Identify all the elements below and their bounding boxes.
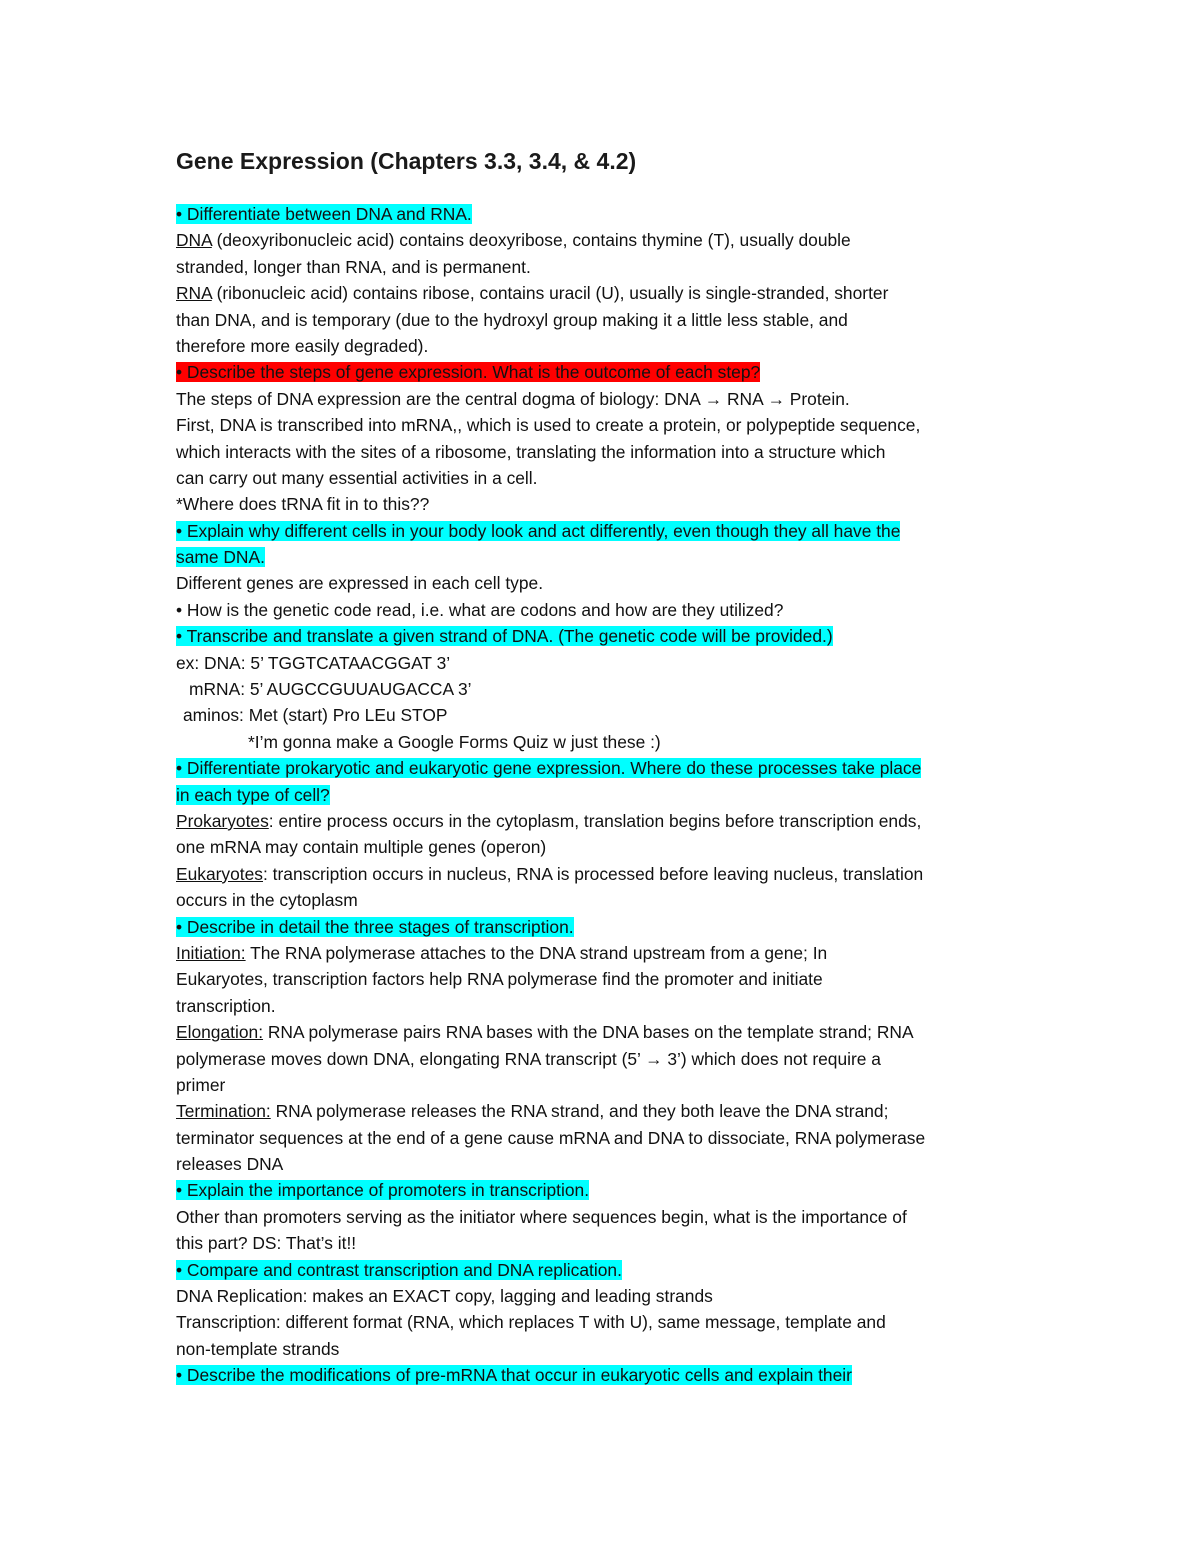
- answer-text: The RNA polymerase attaches to the DNA strand upstream from a gene; In: [245, 942, 828, 963]
- answer-line: Different genes are expressed in each cell type.: [176, 573, 544, 594]
- highlighted-question: in each type of cell?: [176, 784, 330, 805]
- question-transcribe-translate: [176, 623, 1026, 649]
- answer-line: DNA Replication: makes an EXACT copy, lagging and leading strands: [176, 1286, 713, 1307]
- document-body: [176, 146, 1026, 1389]
- answer-line: than DNA, and is temporary (due to the hydroxyl group making it a little less stable, and: [176, 309, 848, 330]
- highlighted-question: • Describe the steps of gene expression. What is the outcome of each step?: [176, 362, 761, 383]
- term-prokaryotes: Prokaryotes: [176, 810, 269, 831]
- highlighted-question: • Describe in detail the three stages of transcription.: [176, 916, 574, 937]
- answer-line: polymerase moves down DNA, elongating RNA transcript (5’ → 3’) which does not require a: [176, 1048, 881, 1069]
- highlighted-question: • Transcribe and translate a given strand of DNA. (The genetic code will be provided.): [176, 626, 833, 647]
- answer-line: therefore more easily degraded).: [176, 335, 429, 356]
- answer-line: Eukaryotes, transcription factors help RNA polymerase find the promoter and initiate: [176, 969, 823, 990]
- highlighted-question: same DNA.: [176, 547, 265, 568]
- answer-line: primer: [176, 1074, 226, 1095]
- term-rna: RNA: [176, 283, 212, 304]
- answer-line: terminator sequences at the end of a gene cause mRNA and DNA to dissociate, RNA polymerase: [176, 1127, 926, 1148]
- answer-text: : entire process occurs in the cytoplasm, translation begins before transcription ends,: [268, 810, 922, 831]
- answer-text: RNA polymerase pairs RNA bases with the DNA bases on the template strand; RNA: [263, 1022, 914, 1043]
- answer-text: (deoxyribonucleic acid) contains deoxyribose, contains thymine (T), usually double: [211, 230, 851, 251]
- answer-text: : transcription occurs in nucleus, RNA is processed before leaving nucleus, translation: [263, 863, 924, 884]
- answer-text: RNA polymerase releases the RNA strand, and they both leave the DNA strand;: [270, 1101, 889, 1122]
- term-dna: DNA: [176, 230, 212, 251]
- question-dna-rna: [176, 201, 1026, 227]
- answer-line: [176, 861, 1026, 887]
- answer-line: [176, 1098, 1026, 1124]
- answer-line: [176, 280, 1026, 306]
- highlighted-question: • Compare and contrast transcription and DNA replication.: [176, 1259, 622, 1280]
- answer-line: transcription.: [176, 995, 276, 1016]
- answer-line: this part? DS: That’s it!!: [176, 1233, 357, 1254]
- question-promoters: [176, 1177, 1026, 1203]
- answer-line: one mRNA may contain multiple genes (operon): [176, 837, 547, 858]
- question-transcription-stages: [176, 914, 1026, 940]
- term-eukaryotes: Eukaryotes: [176, 863, 263, 884]
- answer-line: First, DNA is transcribed into mRNA,, which is used to create a protein, or polypeptide sequence,: [176, 415, 921, 436]
- question-compare-transcription-replication: [176, 1257, 1026, 1283]
- answer-line: can carry out many essential activities in a cell.: [176, 467, 538, 488]
- answer-line: releases DNA: [176, 1154, 284, 1175]
- example-note: *I’m gonna make a Google Forms Quiz w just these :): [248, 731, 661, 752]
- highlighted-question: • Differentiate prokaryotic and eukaryotic gene expression. Where do these processes take place: [176, 758, 922, 779]
- answer-line: The steps of DNA expression are the central dogma of biology: DNA → RNA → Protein.: [176, 388, 850, 409]
- term-termination: Termination:: [176, 1101, 271, 1122]
- answer-line: occurs in the cytoplasm: [176, 890, 358, 911]
- answer-line: Other than promoters serving as the initiator where sequences begin, what is the importance of: [176, 1206, 907, 1227]
- term-initiation: Initiation:: [176, 942, 246, 963]
- example-aminos: aminos: Met (start) Pro LEu STOP: [183, 705, 448, 726]
- question-gene-expression-steps: [176, 359, 1026, 385]
- example-mrna: mRNA: 5’ AUGCCGUUAUGACCA 3’: [189, 679, 472, 700]
- question-prokaryotic-eukaryotic: [176, 755, 1026, 781]
- example-dna: ex: DNA: 5’ TGGTCATAACGGAT 3’: [176, 652, 451, 673]
- answer-line: non-template strands: [176, 1338, 340, 1359]
- question-prokaryotic-eukaryotic-cont: [176, 782, 1026, 808]
- question-pre-mrna-modifications: [176, 1362, 1026, 1388]
- highlighted-question: • Describe the modifications of pre-mRNA that occur in eukaryotic cells and explain their: [176, 1365, 852, 1386]
- answer-line: stranded, longer than RNA, and is permanent.: [176, 256, 531, 277]
- document-title: Gene Expression (Chapters 3.3, 3.4, & 4.2): [176, 148, 637, 174]
- answer-line: *Where does tRNA fit in to this??: [176, 494, 430, 515]
- answer-line: [176, 1019, 1026, 1045]
- question-genetic-code: • How is the genetic code read, i.e. what are codons and how are they utilized?: [176, 599, 784, 620]
- question-different-cells: [176, 518, 1026, 544]
- answer-line: Transcription: different format (RNA, which replaces T with U), same message, template and: [176, 1312, 886, 1333]
- answer-text: (ribonucleic acid) contains ribose, contains uracil (U), usually is single-stranded, shorter: [211, 283, 889, 304]
- answer-line: [176, 940, 1026, 966]
- answer-line: [176, 808, 1026, 834]
- question-different-cells-cont: [176, 544, 1026, 570]
- term-elongation: Elongation:: [176, 1022, 264, 1043]
- highlighted-question: • Differentiate between DNA and RNA.: [176, 204, 472, 224]
- highlighted-question: • Explain why different cells in your body look and act differently, even though they all have the: [176, 520, 901, 541]
- highlighted-question: • Explain the importance of promoters in transcription.: [176, 1180, 590, 1201]
- answer-line: which interacts with the sites of a ribosome, translating the information into a structure which: [176, 441, 886, 462]
- answer-line: [176, 227, 1026, 253]
